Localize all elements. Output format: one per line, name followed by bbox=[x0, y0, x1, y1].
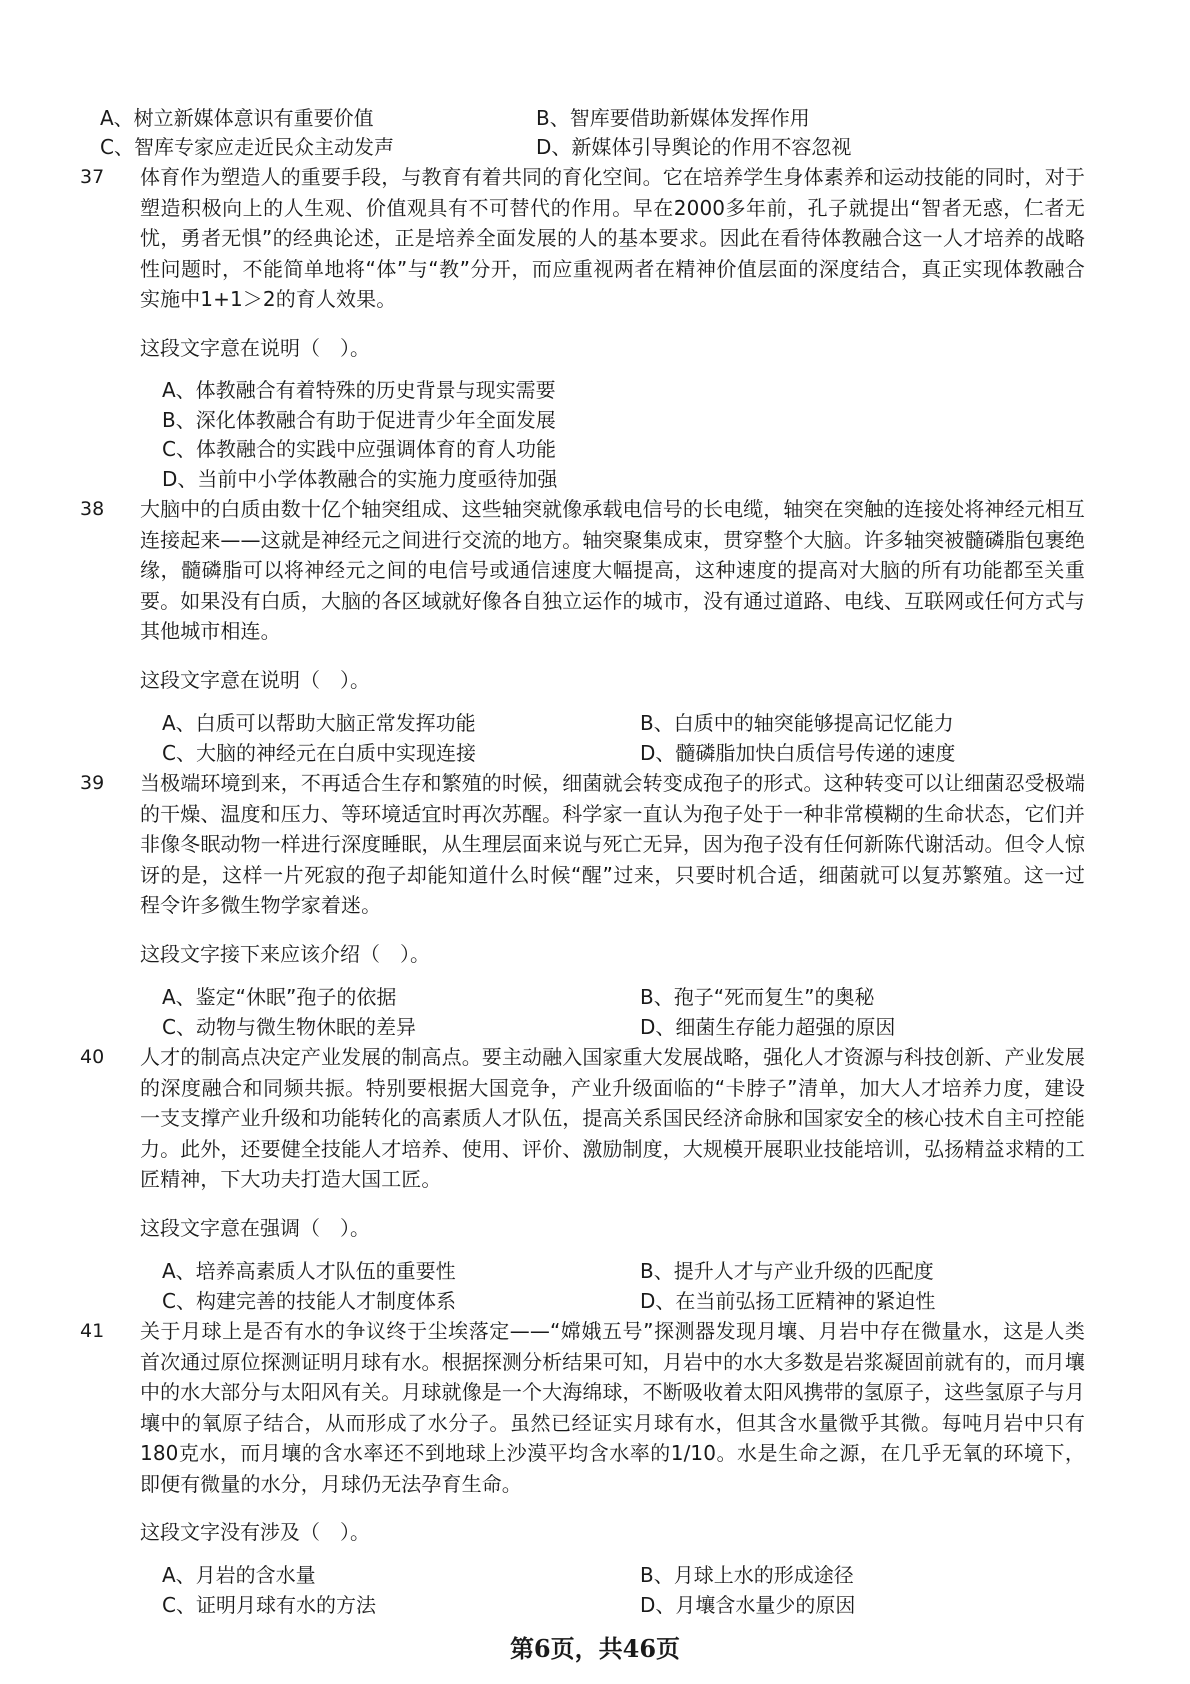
question-prompt: 这段文字意在说明（ ）。 bbox=[140, 668, 370, 692]
option-a: A、培养高素质人才队伍的重要性 bbox=[162, 1259, 456, 1283]
question-prompt: 这段文字意在说明（ ）。 bbox=[140, 336, 370, 360]
option-c: C、体教融合的实践中应强调体育的育人功能 bbox=[162, 437, 556, 461]
question-number: 41 bbox=[80, 1320, 105, 1342]
option-d: D、月壤含水量少的原因 bbox=[640, 1593, 856, 1617]
question-prompt: 这段文字意在强调（ ）。 bbox=[140, 1216, 370, 1240]
question-number: 39 bbox=[80, 772, 105, 794]
option-c: C、构建完善的技能人才制度体系 bbox=[162, 1289, 456, 1313]
page-number-footer: 第6页，共46页 bbox=[509, 1634, 681, 1663]
option-d: D、当前中小学体教融合的实施力度亟待加强 bbox=[162, 467, 558, 491]
option-d: D、髓磷脂加快白质信号传递的速度 bbox=[640, 741, 956, 765]
question-stem: 体育作为塑造人的重要手段，与教育有着共同的育化空间。它在培养学生身体素养和运动技能的同时，对于塑造积极向上的人生观、价值观具有不可替代的作用。早在2000多年前，孔子就提出“智者无惑，仁者无忧，勇者无惧”的经典论述，正是培养全面发展的人的基本要求。因此在看待体教融合这一人才培养的战略性问题时，不能简单地将“体”与“教”分开，而应重视两者在精神价值层面的深度结合，真正实现体教融合实施中1+1＞2的育人效果。 bbox=[140, 165, 1085, 311]
question-stem: 关于月球上是否有水的争议终于尘埃落定——“嫦娥五号”探测器发现月壤、月岩中存在微量水，这是人类首次通过原位探测证明月球有水。根据探测分析结果可知，月岩中的水大多数是岩浆凝固前就有的，而月壤中的水大部分与太阳风有关。月球就像是一个大海绵球，不断吸收着太阳风携带的氢原子，这些氢原子与月壤中的氧原子结合，从而形成了水分子。虽然已经证实月球有水，但其含水量微乎其微。每吨月岩中只有180克水，而月壤的含水率还不到地球上沙漠平均含水率的1/10。水是生命之源，在几乎无氧的环境下，即便有微量的水分，月球仍无法孕育生命。 bbox=[140, 1319, 1085, 1496]
question-stem: 大脑中的白质由数十亿个轴突组成、这些轴突就像承载电信号的长电缆，轴突在突触的连接处将神经元相互连接起来——这就是神经元之间进行交流的地方。轴突聚集成束，贯穿整个大脑。许多轴突被髓磷脂包裹绝缘，髓磷脂可以将神经元之间的电信号或通信速度大幅提高，这种速度的提高对大脑的所有功能都至关重要。如果没有白质，大脑的各区域就好像各自独立运作的城市，没有通过道路、电线、互联网或任何方式与其他城市相连。 bbox=[140, 497, 1085, 643]
option-b: B、提升人才与产业升级的匹配度 bbox=[640, 1259, 934, 1283]
option-a: A、月岩的含水量 bbox=[162, 1563, 316, 1587]
option-c: C、大脑的神经元在白质中实现连接 bbox=[162, 741, 476, 765]
q36-option-d: D、新媒体引导舆论的作用不容忽视 bbox=[536, 135, 852, 159]
q36-options-row-1 bbox=[100, 103, 1080, 133]
option-b: B、月球上水的形成途径 bbox=[640, 1563, 854, 1587]
question-prompt: 这段文字接下来应该介绍（ ）。 bbox=[140, 942, 430, 966]
option-d: D、细菌生存能力超强的原因 bbox=[640, 1015, 896, 1039]
question-number: 37 bbox=[80, 166, 105, 188]
question-number: 40 bbox=[80, 1046, 105, 1068]
option-b: B、深化体教融合有助于促进青少年全面发展 bbox=[162, 408, 556, 432]
option-a: A、体教融合有着特殊的历史背景与现实需要 bbox=[162, 378, 556, 402]
option-a: A、白质可以帮助大脑正常发挥功能 bbox=[162, 711, 476, 735]
option-a: A、鉴定“休眠”孢子的依据 bbox=[162, 985, 397, 1009]
q36-option-a: A、树立新媒体意识有重要价值 bbox=[100, 106, 374, 130]
question-number: 38 bbox=[80, 498, 105, 520]
option-b: B、孢子“死而复生”的奥秘 bbox=[640, 985, 875, 1009]
option-d: D、在当前弘扬工匠精神的紧迫性 bbox=[640, 1289, 936, 1313]
q36-option-b: B、智库要借助新媒体发挥作用 bbox=[536, 106, 810, 130]
question-stem: 当极端环境到来，不再适合生存和繁殖的时候，细菌就会转变成孢子的形式。这种转变可以让细菌忍受极端的干燥、温度和压力、等环境适宜时再次苏醒。科学家一直认为孢子处于一种非常模糊的生命状态，它们并非像冬眠动物一样进行深度睡眠，从生理层面来说与死亡无异，因为孢子没有任何新陈代谢活动。但令人惊讶的是，这样一片死寂的孢子却能知道什么时候“醒”过来，只要时机合适，细菌就可以复苏繁殖。这一过程令许多微生物学家着迷。 bbox=[140, 771, 1085, 917]
q36-option-c: C、智库专家应走近民众主动发声 bbox=[100, 135, 394, 159]
option-b: B、白质中的轴突能够提高记忆能力 bbox=[640, 711, 954, 735]
option-c: C、动物与微生物休眠的差异 bbox=[162, 1015, 416, 1039]
question-prompt: 这段文字没有涉及（ ）。 bbox=[140, 1520, 370, 1544]
q36-options-row-2 bbox=[100, 132, 1080, 162]
option-c: C、证明月球有水的方法 bbox=[162, 1593, 376, 1617]
question-stem: 人才的制高点决定产业发展的制高点。要主动融入国家重大发展战略，强化人才资源与科技创新、产业发展的深度融合和同频共振。特别要根据大国竞争，产业升级面临的“卡脖子”清单，加大人才培养力度，建设一支支撑产业升级和功能转化的高素质人才队伍，提高关系国民经济命脉和国家安全的核心技术自主可控能力。此外，还要健全技能人才培养、使用、评价、激励制度，大规模开展职业技能培训，弘扬精益求精的工匠精神，下大功夫打造大国工匠。 bbox=[140, 1045, 1085, 1191]
